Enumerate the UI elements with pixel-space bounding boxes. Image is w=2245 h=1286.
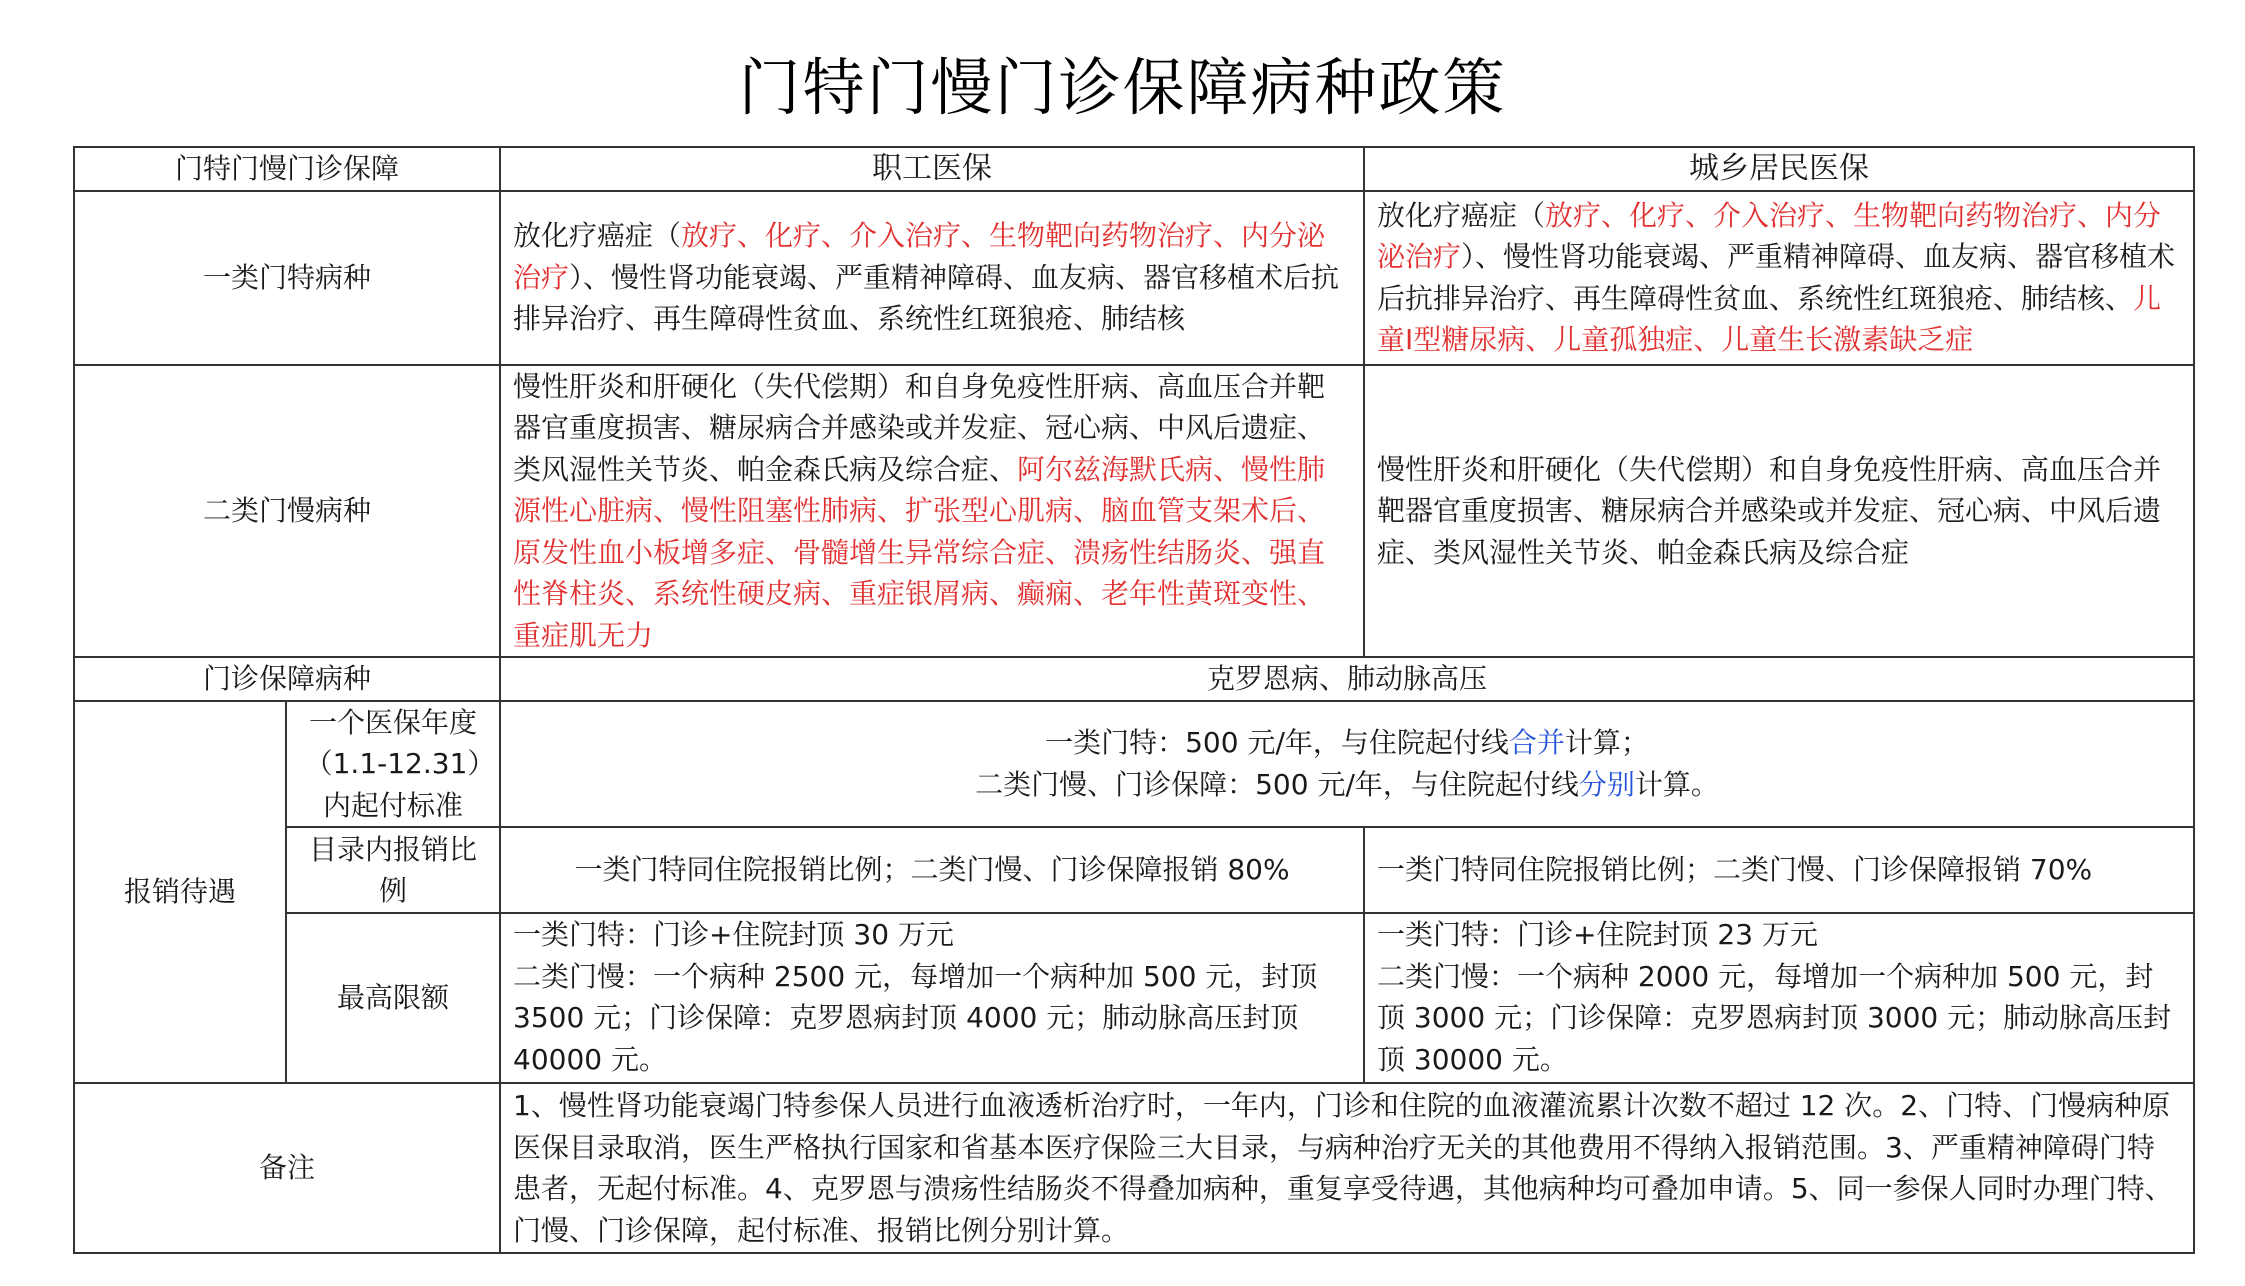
- notes-text: 1、慢性肾功能衰竭门特参保人员进行血液透析治疗时，一年内，门诊和住院的血液灌流累计次数不超过 12 次。2、门特、门慢病种原医保目录取消，医生严格执行国家和省基本医疗保险三大目录，与病种治疗无关的其他费用不得纳入报销范围。3、严重精神障碍门特患者，无起付标准。4、克罗恩与溃疡性结肠炎不得叠加病种，重复享受待遇，其他病种均可叠加申请。5、同一参保人同时办理门特、门慢、门诊保障，起付标准、报销比例分别计算。: [500, 1083, 2194, 1253]
- class1-label: 一类门特病种: [74, 191, 500, 365]
- notes-label: 备注: [74, 1083, 500, 1253]
- header-row: [74, 147, 2194, 191]
- class1-resident-highlight-2: 儿童Ⅰ型糖尿病、儿童孤独症、儿童生长激素缺乏症: [1377, 281, 2162, 356]
- ratio-row: [74, 827, 2194, 913]
- outpatient-diseases: 克罗恩病、肺动脉高压: [500, 657, 2194, 701]
- deductible-line-1-highlight: 合并: [1508, 726, 1565, 760]
- class1-employee-text-2: ）、慢性肾功能衰竭、严重精神障碍、血友病、器官移植术后抗排异治疗、再生障碍性贫血、系统性红斑狼疮、肺结核: [513, 260, 1340, 336]
- deductible-line-1-text: 一类门特：500 元/年，与住院起付线: [1045, 726, 1509, 760]
- class2-row: [74, 365, 2194, 658]
- class2-employee-text: 慢性肝炎和肝硬化（失代偿期）和自身免疫性肝病、高血压合并靶器官重度损害、糖尿病合并感染或并发症、冠心病、中风后遗症、类风湿性关节炎、帕金森氏病及综合症、: [513, 369, 1326, 486]
- class1-employee-highlight: 放疗、化疗、介入治疗、生物靶向药物治疗、内分泌治疗: [513, 219, 1326, 294]
- class2-employee-highlight: 阿尔兹海默氏病、慢性肺源性心脏病、慢性阻塞性肺病、扩张型心肌病、脑血管支架术后、原发性血小板增多症、骨髓增生异常综合症、溃疡性结肠炎、强直性脊柱炎、系统性硬皮病、重症银屑病、癫痫、老年性黄斑变性、重症肌无力: [513, 452, 1326, 652]
- class1-row: [74, 191, 2194, 365]
- outpatient-label: 门诊保障病种: [74, 657, 500, 701]
- class1-employee-text-1: 放化疗癌症（: [513, 219, 682, 253]
- class2-label: 二类门慢病种: [74, 365, 500, 658]
- deductible-line-2: [513, 764, 2181, 806]
- deductible-value: [500, 701, 2194, 828]
- cap-label: 最高限额: [286, 913, 500, 1083]
- deductible-line-1-end: 计算；: [1564, 726, 1649, 760]
- cap-employee-line-1: 一类门特：门诊+住院封顶 30 万元: [513, 918, 954, 951]
- header-category: 门特门慢门诊保障: [74, 147, 500, 191]
- cap-resident: [1364, 913, 2194, 1083]
- cap-resident-line-1: 一类门特：门诊+住院封顶 23 万元: [1377, 918, 1818, 951]
- class1-employee-cell: [500, 191, 1364, 365]
- deductible-line-2-text: 二类门慢、门诊保障：500 元/年，与住院起付线: [975, 767, 1579, 801]
- deductible-line-1: [513, 722, 2181, 764]
- class1-resident-cell: [1364, 191, 2194, 365]
- deductible-row: [74, 701, 2194, 828]
- cap-employee-line-2: 二类门慢：一个病种 2500 元，每增加一个病种加 500 元，封顶 3500 元；门诊保障：克罗恩病封顶 4000 元；肺动脉高压封顶 40000 元。: [513, 959, 1318, 1076]
- cap-employee: [500, 913, 1364, 1083]
- notes-row: [74, 1083, 2194, 1253]
- outpatient-row: [74, 657, 2194, 701]
- deductible-line-2-highlight: 分别: [1578, 767, 1635, 801]
- class1-resident-highlight-1: 放疗、化疗、介入治疗、生物靶向药物治疗、内分泌治疗: [1377, 198, 2162, 273]
- header-employee-insurance: 职工医保: [500, 147, 1364, 191]
- reimbursement-label: 报销待遇: [74, 701, 286, 1084]
- deductible-line-2-end: 计算。: [1634, 767, 1719, 801]
- class2-employee-cell: [500, 365, 1364, 658]
- ratio-employee: 一类门特同住院报销比例；二类门慢、门诊保障报销 80%: [500, 827, 1364, 913]
- cap-row: [74, 913, 2194, 1083]
- ratio-resident: 一类门特同住院报销比例；二类门慢、门诊保障报销 70%: [1364, 827, 2194, 913]
- class2-resident-cell: 慢性肝炎和肝硬化（失代偿期）和自身免疫性肝病、高血压合并靶器官重度损害、糖尿病合并感染或并发症、冠心病、中风后遗症、类风湿性关节炎、帕金森氏病及综合症: [1364, 365, 2194, 658]
- header-resident-insurance: 城乡居民医保: [1364, 147, 2194, 191]
- ratio-label: 目录内报销比例: [286, 827, 500, 913]
- class1-resident-text-2: ）、慢性肾功能衰竭、严重精神障碍、血友病、器官移植术后抗排异治疗、再生障碍性贫血、系统性红斑狼疮、肺结核、: [1377, 240, 2176, 315]
- deductible-label: 一个医保年度（1.1-12.31）内起付标准: [286, 701, 500, 828]
- policy-table: [73, 146, 2195, 1254]
- page-title: 门特门慢门诊保障病种政策: [738, 51, 1507, 124]
- class1-resident-text-1: 放化疗癌症（: [1377, 198, 1546, 232]
- cap-resident-line-2: 二类门慢：一个病种 2000 元，每增加一个病种加 500 元，封顶 3000 元；门诊保障：克罗恩病封顶 3000 元；肺动脉高压封顶 30000 元。: [1377, 959, 2172, 1076]
